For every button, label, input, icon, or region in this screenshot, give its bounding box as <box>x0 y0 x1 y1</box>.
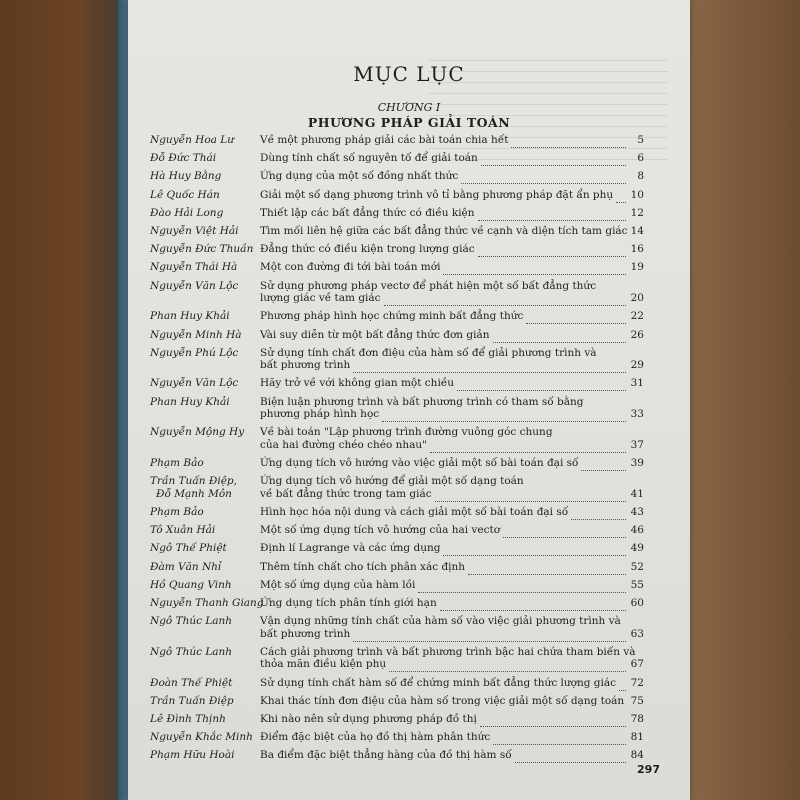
toc-entry <box>128 310 690 323</box>
toc-dot-leader <box>581 458 626 471</box>
toc-dot-leader <box>435 489 626 502</box>
toc-dot-leader <box>389 659 626 672</box>
toc-author: Nguyễn Thái Hà <box>150 261 238 274</box>
toc-title-line: Điểm đặc biệt của họ đồ thị hàm phân thức <box>260 731 491 744</box>
toc-entry <box>128 646 690 671</box>
toc-dot-leader <box>440 598 626 611</box>
toc-page-number: 43 <box>630 505 644 518</box>
toc-title-line: bất phương trình <box>260 627 351 640</box>
toc-author: Tô Xuân Hải <box>150 524 216 537</box>
toc-page-number: 41 <box>630 487 644 500</box>
toc-author: Phạm Bảo <box>150 505 204 518</box>
toc-author: Đào Hải Long <box>150 206 224 219</box>
toc-page-number: 16 <box>630 243 644 256</box>
toc-title-line: phương pháp hình học <box>260 408 380 421</box>
toc-page-number: 63 <box>630 627 644 640</box>
toc-dot-leader <box>443 262 626 275</box>
toc-title-line: Thiết lập các bất đẳng thức có điều kiện <box>260 206 475 219</box>
toc-title-line: Định lí Lagrange và các ứng dụng <box>260 542 441 555</box>
toc-dot-leader <box>503 525 626 538</box>
toc-title-line: Giải một số dạng phương trình vô tỉ bằng phương pháp đặt ẩn phụ <box>260 188 614 201</box>
toc-dot-leader <box>616 190 626 203</box>
toc-entry <box>128 695 690 708</box>
toc-entry <box>128 561 690 574</box>
toc-entry <box>128 396 690 421</box>
toc-dot-leader <box>418 580 626 593</box>
toc-author: Trần Tuấn Điệp <box>150 694 234 707</box>
toc-page-number: 5 <box>637 134 644 146</box>
toc-entry <box>128 506 690 519</box>
toc-entry <box>128 597 690 610</box>
toc-entry <box>128 426 690 451</box>
toc-entry <box>128 170 690 183</box>
toc-dot-leader <box>430 440 626 453</box>
toc-page-number: 78 <box>630 712 644 725</box>
toc-dot-leader <box>493 330 626 343</box>
toc-author: Ngô Thúc Lanh <box>150 615 233 628</box>
toc-title-line: Một số ứng dụng của hàm lồi <box>260 578 416 591</box>
toc-title-line: Đẳng thức có điều kiện trong lượng giác <box>260 243 475 256</box>
toc-page-number: 52 <box>630 560 644 573</box>
toc-author: Nguyễn Văn Lộc <box>150 377 239 390</box>
toc-title-line: Hãy trở về với không gian một chiều <box>260 377 455 390</box>
toc-author: Ngô Thế Phiệt <box>150 542 227 555</box>
toc-title-line: Sử dụng phương pháp vectơ để phát hiện một số bất đẳng thức <box>260 279 597 292</box>
toc-title-line: Hình học hóa nội dung và cách giải một số bài toán đại số <box>260 505 569 518</box>
toc-page-number: 37 <box>630 438 644 451</box>
toc-entry <box>128 329 690 342</box>
toc-entry <box>128 261 690 274</box>
book-page <box>128 0 690 800</box>
toc-page-number: 20 <box>630 292 644 305</box>
toc-page-number: 26 <box>630 328 644 341</box>
toc-dot-leader <box>382 409 626 422</box>
toc-title-line: lượng giác về tam giác <box>260 292 381 305</box>
toc-title-line: Về bài toán "Lập phương trình đường vuông góc chung <box>260 426 553 439</box>
toc-page-number: 49 <box>630 542 644 555</box>
toc-page-number: 72 <box>630 676 644 689</box>
toc-author: Phạm Hữu Hoài <box>150 749 235 762</box>
toc-entry <box>128 152 690 165</box>
toc-title-line: của hai đường chéo chéo nhau" <box>260 438 427 451</box>
toc-author: Đỗ Đức Thái <box>150 152 217 165</box>
toc-title-line: Tìm mối liên hệ giữa các bất đẳng thức về cạnh và diện tích tam giác <box>260 225 628 237</box>
toc-entry <box>128 280 690 305</box>
toc-title-line: Phương pháp hình học chứng minh bất đẳng thức <box>260 310 524 323</box>
toc-author: Ngô Thúc Lanh <box>150 645 233 658</box>
toc-author: Hồ Quang Vinh <box>150 578 232 591</box>
toc-entry <box>128 475 690 500</box>
toc-entry <box>128 207 690 220</box>
toc-title-line: Về một phương pháp giải các bài toán chia hết <box>260 134 509 146</box>
toc-author: Nguyễn Hoa Lư <box>150 134 234 146</box>
toc-dot-leader <box>353 629 626 642</box>
toc-author-second: Đỗ Mạnh Môn <box>156 487 232 500</box>
toc-author: Lê Đình Thịnh <box>150 712 226 725</box>
toc-entry <box>128 731 690 744</box>
toc-page-number: 67 <box>630 658 644 671</box>
toc-entry <box>128 524 690 537</box>
toc-dot-leader <box>353 360 626 373</box>
toc-title-line: về bất đẳng thức trong tam giác <box>260 487 432 500</box>
toc-page-number: 33 <box>630 408 644 421</box>
page-number: 297 <box>637 763 660 776</box>
toc-page-number: 75 <box>630 694 644 707</box>
toc-title-line: Khai thác tính đơn điệu của hàm số trong việc giải một số dạng toán <box>260 694 625 707</box>
toc-author: Phạm Bảo <box>150 457 204 469</box>
toc-entry <box>128 713 690 726</box>
toc-title-line: Cách giải phương trình và bất phương trình bậc hai chứa tham biến và <box>260 645 636 658</box>
toc-author: Đoàn Thế Phiệt <box>150 676 233 689</box>
background-left <box>0 0 130 800</box>
toc-author: Hà Huy Bằng <box>150 170 222 183</box>
toc-page-number: 84 <box>630 749 644 762</box>
toc-title-line: Vài suy diễn từ một bất đẳng thức đơn giản <box>260 328 490 341</box>
toc-dot-leader <box>384 293 626 306</box>
toc-page-number: 29 <box>630 359 644 372</box>
toc-author: Nguyễn Khắc Minh <box>150 731 253 744</box>
toc-page-number: 19 <box>630 261 644 274</box>
toc-title-line: Ứng dụng tích vô hướng để giải một số dạng toán <box>260 475 524 488</box>
toc-dot-leader <box>457 378 626 391</box>
toc-title-line: Một số ứng dụng tích vô hướng của hai vectơ <box>260 524 501 537</box>
toc-dot-leader <box>461 171 626 184</box>
toc-page-number: 22 <box>630 310 644 323</box>
toc-entry <box>128 134 690 147</box>
toc-author: Nguyễn Việt Hải <box>150 225 239 237</box>
toc-author: Nguyễn Phú Lộc <box>150 346 239 359</box>
toc-entry <box>128 377 690 390</box>
toc-entry <box>128 225 690 238</box>
toc-dot-leader <box>511 135 626 148</box>
toc-title-line: Một con đường đi tới bài toán mới <box>260 261 441 274</box>
toc-dot-leader <box>481 153 626 166</box>
toc-dot-leader <box>443 543 626 556</box>
toc-entry <box>128 243 690 256</box>
toc-author: Nguyễn Đức Thuần <box>150 243 254 256</box>
toc-title-line: bất phương trình <box>260 359 351 372</box>
toc-page-number: 10 <box>630 188 644 201</box>
toc-page-number: 81 <box>630 731 644 744</box>
toc-page-number: 12 <box>630 206 644 219</box>
toc-title-line: Ứng dụng tích vô hướng vào việc giải một số bài toán đại số <box>260 457 579 469</box>
toc-author: Phan Huy Khải <box>150 310 230 323</box>
toc-title-line: Dùng tính chất số nguyên tố để giải toán <box>260 152 478 165</box>
toc-dot-leader <box>468 562 626 575</box>
toc-entry <box>128 542 690 555</box>
chapter-label: CHƯƠNG I <box>377 101 441 114</box>
toc-author: Nguyễn Minh Hà <box>150 328 242 341</box>
toc-entry <box>128 677 690 690</box>
toc-dot-leader <box>478 208 626 221</box>
toc-author: Trần Tuấn Điệp, <box>150 475 237 488</box>
toc-entry <box>128 347 690 372</box>
chapter-title: PHƯƠNG PHÁP GIẢI TOÁN <box>307 115 511 130</box>
toc-title-line: thỏa mãn điều kiện phụ <box>260 658 387 671</box>
toc-entry <box>128 579 690 592</box>
toc-entry <box>128 749 690 762</box>
toc-dot-leader <box>571 507 626 520</box>
toc-title-line: Biện luận phương trình và bất phương trình có tham số bằng <box>260 395 584 408</box>
toc-page-number: 46 <box>630 524 644 537</box>
toc-dot-leader <box>493 732 626 745</box>
toc-author: Phan Huy Khải <box>150 395 230 408</box>
toc-title-line: Sử dụng tính chất hàm số để chứng minh bất đẳng thức lượng giác <box>260 676 617 689</box>
toc-page-number: 55 <box>630 578 644 591</box>
toc-dot-leader <box>480 714 626 727</box>
toc-page-number: 14 <box>630 225 644 237</box>
toc-dot-leader <box>515 750 626 763</box>
toc-title-line: Ứng dụng tích phân tính giới hạn <box>260 596 437 609</box>
toc-entry <box>128 615 690 640</box>
toc-author: Nguyễn Văn Lộc <box>150 279 239 292</box>
toc-dot-leader <box>526 311 626 324</box>
toc-author: Đàm Văn Nhỉ <box>150 560 222 573</box>
page-title: MỤC LỤC <box>353 62 465 86</box>
toc-title-line: Khi nào nên sử dụng phương pháp đồ thị <box>260 712 477 725</box>
toc-dot-leader <box>619 678 626 691</box>
toc-page-number: 39 <box>630 457 644 469</box>
toc-title-line: Ứng dụng của một số đồng nhất thức <box>260 170 459 183</box>
toc-author: Nguyễn Mộng Hy <box>150 426 245 439</box>
toc-page-number: 8 <box>637 170 644 183</box>
toc-page-number: 6 <box>637 152 644 165</box>
toc-author: Lê Quốc Hán <box>150 188 220 201</box>
toc-title-line: Thêm tính chất cho tích phân xác định <box>260 560 466 573</box>
toc-entry <box>128 189 690 202</box>
toc-title-line: Ba điểm đặc biệt thẳng hàng của đồ thị hàm số <box>260 749 512 762</box>
toc-page-number: 60 <box>630 596 644 609</box>
toc-dot-leader <box>478 244 626 257</box>
toc-entry <box>128 457 690 470</box>
toc-title-line: Sử dụng tính chất đơn điệu của hàm số để giải phương trình và <box>260 346 597 359</box>
toc-title-line: Vận dụng những tính chất của hàm số vào việc giải phương trình và <box>260 615 621 628</box>
toc-author: Nguyễn Thanh Giang <box>150 596 264 609</box>
toc-page-number: 31 <box>630 377 644 390</box>
